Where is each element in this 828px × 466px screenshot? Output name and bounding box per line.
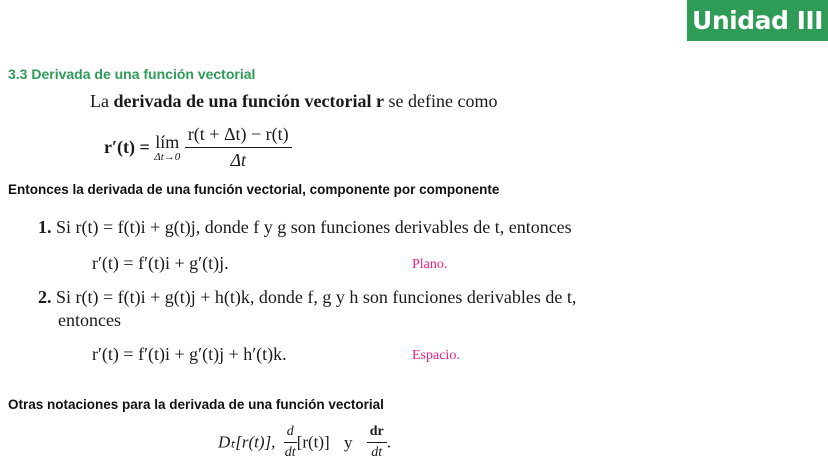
definition-intro: La derivada de una función vectorial r se define como (90, 91, 498, 111)
limit-operator: lím Δt→0 (154, 132, 181, 163)
notation-formulas: Dₜ[r(t)], $\frac{d}{dt}$ [r(t)] y $\frac{dr}{dt}$ . (218, 424, 391, 460)
item-1-statement: 1. Si r(t) = f(t)i + g(t)j, donde f y g son funciones derivables de t, entonces (38, 217, 572, 237)
section-title: 3.3 Derivada de una función vectorial (8, 66, 256, 82)
item-1-note: Plano. (412, 257, 448, 272)
item-1-formula: r′(t) = f′(t)i + g′(t)j. (92, 253, 229, 273)
difference-quotient: $\frac{r(t + \Delta t) - r(t)}{\Delta t}$ (185, 124, 292, 171)
item-2-statement: 2. Si r(t) = f(t)i + g(t)j + h(t)k, donde f, g y h son funciones derivables de t, (38, 287, 577, 307)
dr-over-dt: $\frac{dr}{dt}$ (367, 424, 387, 461)
item-2-statement-cont: entonces (58, 310, 121, 330)
definition-formula: r′(t) = lím Δt→0 $\frac{r(t + \Delta t) - r(t)}{\Delta t}$ (104, 124, 292, 171)
component-heading: Entonces la derivada de una función vectorial, componente por componente (8, 182, 500, 197)
unit-badge: Unidad III (687, 0, 828, 41)
notation-heading: Otras notaciones para la derivada de una función vectorial (8, 397, 384, 412)
item-2-note: Espacio. (412, 348, 460, 363)
d-over-dt: $\frac{d}{dt}$ (284, 424, 296, 460)
item-2-formula: r′(t) = f′(t)i + g′(t)j + h′(t)k. (92, 344, 287, 364)
